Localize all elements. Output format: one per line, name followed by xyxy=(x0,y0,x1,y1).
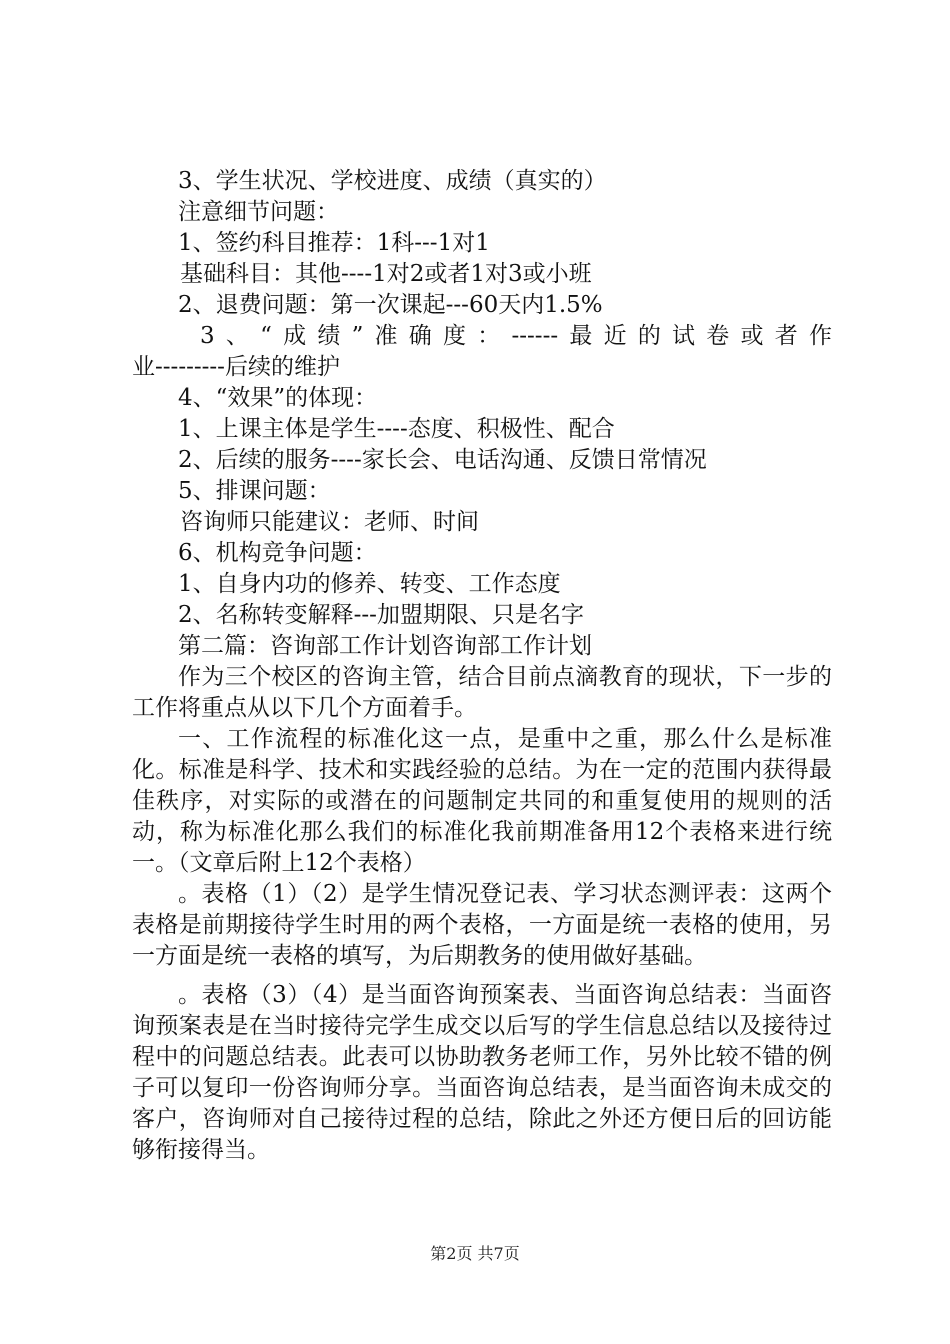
paragraph: 一、工作流程的标准化这一点，是重中之重，那么什么是标准化。标准是科学、技术和实践经验的总结。为在一定的范围内获得最佳秩序，对实际的或潜在的问题制定共同的和重复使用的规则的活动，称为标准化那么我们的标准化我前期准备用12个表格来进行统一。（文章后附上12个表格） xyxy=(132,726,832,876)
text-line: 注意细节问题： xyxy=(178,199,339,225)
text-line: 3、“成绩”准确度：------最近的试卷或者作 xyxy=(200,323,832,349)
text-line: 1、上课主体是学生----态度、积极性、配合 xyxy=(178,416,615,442)
text-line: 4、“效果”的体现： xyxy=(178,385,378,411)
paragraph: 。表格（3）（4）是当面咨询预案表、当面咨询总结表：当面咨询预案表是在当时接待完学生成交以后写的学生信息总结以及接待过程中的问题总结表。此表可以协助教务老师工作，另外比较不错的例子可以复印一份咨询师分享。当面咨询总结表，是当面咨询未成交的客户，咨询师对自己接待过程的总结，除此之外还方便日后的回访能够衔接得当。 xyxy=(132,982,832,1163)
text-line: 5、排课问题： xyxy=(178,478,331,504)
text-line: 3、学生状况、学校进度、成绩（真实的） xyxy=(178,168,607,194)
text-line: 1、签约科目推荐：1科---1对1 xyxy=(178,230,490,256)
text-line: 咨询师只能建议：老师、时间 xyxy=(180,509,479,535)
text-line: 1、自身内功的修养、转变、工作态度 xyxy=(178,571,561,597)
paragraph: 。表格（1）（2）是学生情况登记表、学习状态测评表：这两个表格是前期接待学生时用的两个表格，一方面是统一表格的使用，另一方面是统一表格的填写，为后期教务的使用做好基础。 xyxy=(132,881,832,969)
text-line: 2、名称转变解释---加盟期限、只是名字 xyxy=(178,602,584,628)
text-line: 基础科目：其他----1对2或者1对3或小班 xyxy=(180,261,592,287)
document-body xyxy=(132,166,832,1166)
page-number-footer: 第2页 共7页 xyxy=(430,1244,520,1263)
text-line: 2、后续的服务----家长会、电话沟通、反馈日常情况 xyxy=(178,447,707,473)
text-line: 6、机构竞争问题： xyxy=(178,540,377,566)
section-heading: 第二篇：咨询部工作计划咨询部工作计划 xyxy=(178,633,592,659)
text-line: 业---------后续的维护 xyxy=(132,354,340,380)
text-line: 2、退费问题：第一次课起---60天内1.5% xyxy=(178,292,603,318)
paragraph: 作为三个校区的咨询主管，结合目前点滴教育的现状，下一步的工作将重点从以下几个方面着手。 xyxy=(132,664,832,721)
